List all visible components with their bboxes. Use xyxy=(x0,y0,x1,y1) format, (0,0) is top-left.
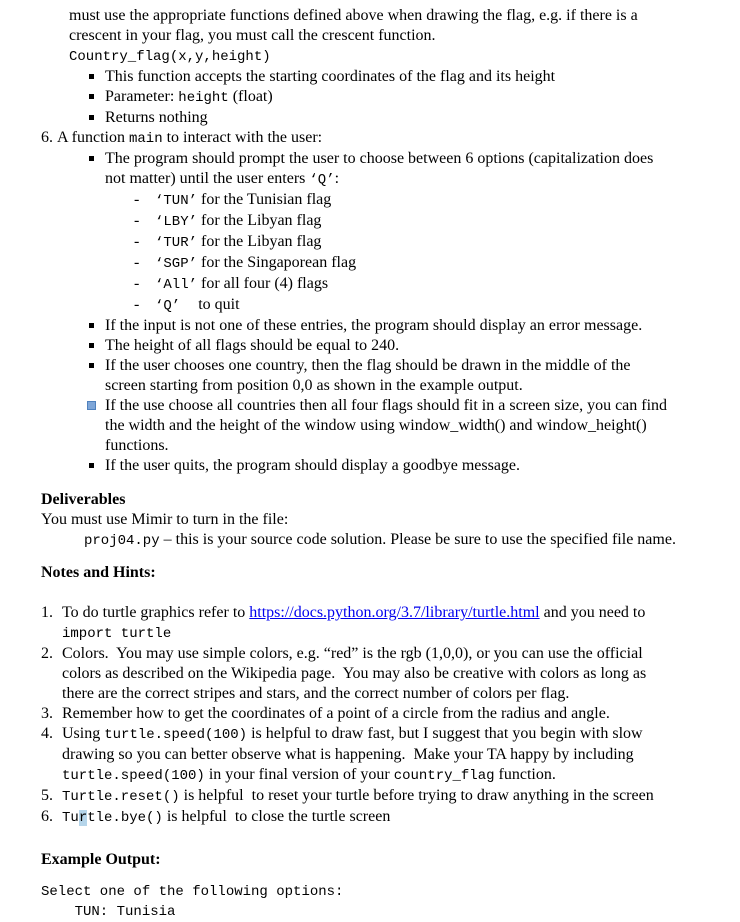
option-code: ‘TUN’ xyxy=(155,193,198,209)
bullet-item xyxy=(41,108,720,128)
list-number: 6. xyxy=(41,129,53,146)
note-item-6 xyxy=(41,807,720,828)
option-text: for the Singaporean flag xyxy=(197,254,357,271)
bullet-text: Returns nothing xyxy=(105,109,208,126)
list-number: 6. xyxy=(41,808,53,825)
option-code: ‘SGP’ xyxy=(155,256,198,272)
dash-marker: - xyxy=(134,275,140,292)
bullet-item xyxy=(41,336,720,356)
body-text: crescent in your flag, you must call the crescent function. xyxy=(69,27,436,44)
body-text: there are the correct stripes and stars, and the correct number of colors per flag. xyxy=(62,685,570,702)
bullet-item xyxy=(41,67,720,87)
notes-heading: Notes and Hints: xyxy=(41,564,156,581)
console-line: TUN: Tunisia xyxy=(41,904,176,920)
bullet-text: The program should prompt the user to choose between 6 options (capitalization does xyxy=(105,150,654,167)
body-text: is helpful to close the turtle screen xyxy=(162,808,391,825)
deliverables-file-line xyxy=(41,530,720,551)
bullet-text: the width and the height of the window using window_width() and window_height() xyxy=(105,417,647,434)
bullet-text: This function accepts the starting coordinates of the flag and its height xyxy=(105,68,556,85)
console-output xyxy=(41,882,720,922)
bullet-text: If the input is not one of these entries, the program should display an error message. xyxy=(105,317,643,334)
bullet-item xyxy=(41,87,720,108)
option-text: for all four (4) flags xyxy=(197,275,329,292)
turtle-docs-link[interactable]: https://docs.python.org/3.7/library/turtle.html xyxy=(249,604,540,621)
body-text: in your final version of your xyxy=(204,766,394,783)
code-text: tle.bye() xyxy=(87,810,163,826)
note-item-5 xyxy=(41,786,720,807)
bullet-text: Parameter: xyxy=(105,88,179,105)
bullet-text: If the user chooses one country, then the flag should be drawn in the middle of the xyxy=(105,357,631,374)
bullet-text: functions. xyxy=(105,437,169,454)
bullet-icon xyxy=(89,74,94,79)
body-text: function. xyxy=(494,766,556,783)
list-number: 5. xyxy=(41,787,53,804)
note-item-2 xyxy=(41,644,720,664)
note-item-1 xyxy=(41,603,720,623)
function-signature xyxy=(41,46,720,67)
console-line: Select one of the following options: xyxy=(41,884,344,900)
bullet-icon xyxy=(89,363,94,368)
bullet-item-continuation xyxy=(41,416,720,436)
body-text: is helpful to reset your turtle before trying to draw anything in the screen xyxy=(179,787,654,804)
dash-marker: - xyxy=(134,233,140,250)
option-item-lby xyxy=(41,211,720,232)
bullet-icon xyxy=(89,463,94,468)
bullet-text: screen starting from position 0,0 as shown in the example output. xyxy=(105,377,523,394)
note-item-1-continuation xyxy=(41,623,720,644)
list-number: 2. xyxy=(41,645,53,662)
code-text: ‘Q’ xyxy=(309,172,335,188)
bullet-item xyxy=(41,456,720,476)
code-text: height xyxy=(178,90,229,106)
code-text: import turtle xyxy=(62,626,172,642)
paragraph-line xyxy=(41,26,720,46)
code-text: turtle.speed(100) xyxy=(104,727,248,743)
note-item-2-continuation xyxy=(41,664,720,684)
bullet-item xyxy=(41,316,720,336)
list-number: 1. xyxy=(41,604,53,621)
code-text: country_flag xyxy=(393,768,495,784)
body-text: to interact with the user: xyxy=(162,129,323,146)
body-text: must use the appropriate functions defined above when drawing the flag, e.g. if there is a xyxy=(69,7,638,24)
option-item-q xyxy=(41,295,720,316)
bullet-icon xyxy=(89,94,94,99)
body-text: colors as described on the Wikipedia page. You may also be creative with colors as long as xyxy=(62,665,647,682)
code-text: Turtle.reset() xyxy=(62,789,180,805)
body-text: – this is your source code solution. Please be sure to use the specified file name. xyxy=(159,531,676,548)
body-text: and you need to xyxy=(539,604,646,621)
bullet-text: (float) xyxy=(228,88,273,105)
bullet-text: If the user quits, the program should display a goodbye message. xyxy=(105,457,521,474)
deliverables-heading: Deliverables xyxy=(41,491,126,508)
body-text: drawing so you can better observe what is happening. Make your TA happy by including xyxy=(62,746,634,763)
paragraph-line xyxy=(41,6,720,26)
option-text: for the Libyan flag xyxy=(197,212,322,229)
body-text: Remember how to get the coordinates of a point of a circle from the radius and angle. xyxy=(62,705,610,722)
numbered-item-6 xyxy=(41,128,720,149)
option-item-tur xyxy=(41,232,720,253)
bullet-item xyxy=(41,356,720,376)
dash-marker: - xyxy=(134,254,140,271)
code-text: main xyxy=(129,131,163,147)
option-item-sgp xyxy=(41,253,720,274)
list-number: 4. xyxy=(41,725,53,742)
note-item-3 xyxy=(41,704,720,724)
list-number: 3. xyxy=(41,705,53,722)
body-text: Using xyxy=(62,725,105,742)
note-item-2-continuation xyxy=(41,684,720,704)
option-code: ‘TUR’ xyxy=(155,235,198,251)
bullet-text: not matter) until the user enters xyxy=(105,170,310,187)
bullet-item-selected xyxy=(41,396,720,416)
body-text: A function xyxy=(57,129,129,146)
bullet-text: If the use choose all countries then all four flags should fit in a screen size, you can find xyxy=(105,397,668,414)
bullet-icon xyxy=(89,343,94,348)
note-item-4-continuation xyxy=(41,765,720,786)
bullet-item xyxy=(41,149,720,169)
option-item-tun xyxy=(41,190,720,211)
bullet-item-continuation xyxy=(41,436,720,456)
body-text: Colors. You may use simple colors, e.g. “red” is the rgb (1,0,0), or you can use the official xyxy=(62,645,643,662)
option-code: ‘All’ xyxy=(155,277,198,293)
bullet-icon xyxy=(89,115,94,120)
bullet-text: : xyxy=(334,170,340,187)
option-item-all xyxy=(41,274,720,295)
option-text: for the Libyan flag xyxy=(197,233,322,250)
note-item-4-continuation xyxy=(41,745,720,765)
dash-marker: - xyxy=(134,191,140,208)
option-text: for the Tunisian flag xyxy=(197,191,332,208)
deliverables-line: You must use Mimir to turn in the file: xyxy=(41,511,289,528)
bullet-item-continuation xyxy=(41,376,720,396)
bullet-icon xyxy=(89,156,94,161)
filename-code: proj04.py xyxy=(84,533,160,549)
code-text: Country_flag(x,y,height) xyxy=(69,49,271,65)
bullet-item-continuation xyxy=(41,169,720,190)
code-text: turtle.speed(100) xyxy=(62,768,205,784)
body-text: is helpful to draw fast, but I suggest that you begin with slow xyxy=(247,725,643,742)
body-text: To do turtle graphics refer to xyxy=(62,604,250,621)
option-code: ‘LBY’ xyxy=(155,214,198,230)
note-item-4 xyxy=(41,724,720,745)
dash-marker: - xyxy=(134,212,140,229)
bullet-icon-selected xyxy=(87,401,96,410)
example-output-heading: Example Output: xyxy=(41,851,161,868)
dash-marker: - xyxy=(134,296,140,313)
option-code: ‘Q’ xyxy=(155,298,181,314)
code-text: Tu xyxy=(62,810,79,826)
bullet-text: The height of all flags should be equal to 240. xyxy=(105,337,400,354)
option-text: to quit xyxy=(198,296,240,313)
highlighted-character: r xyxy=(78,810,88,826)
bullet-icon xyxy=(89,323,94,328)
